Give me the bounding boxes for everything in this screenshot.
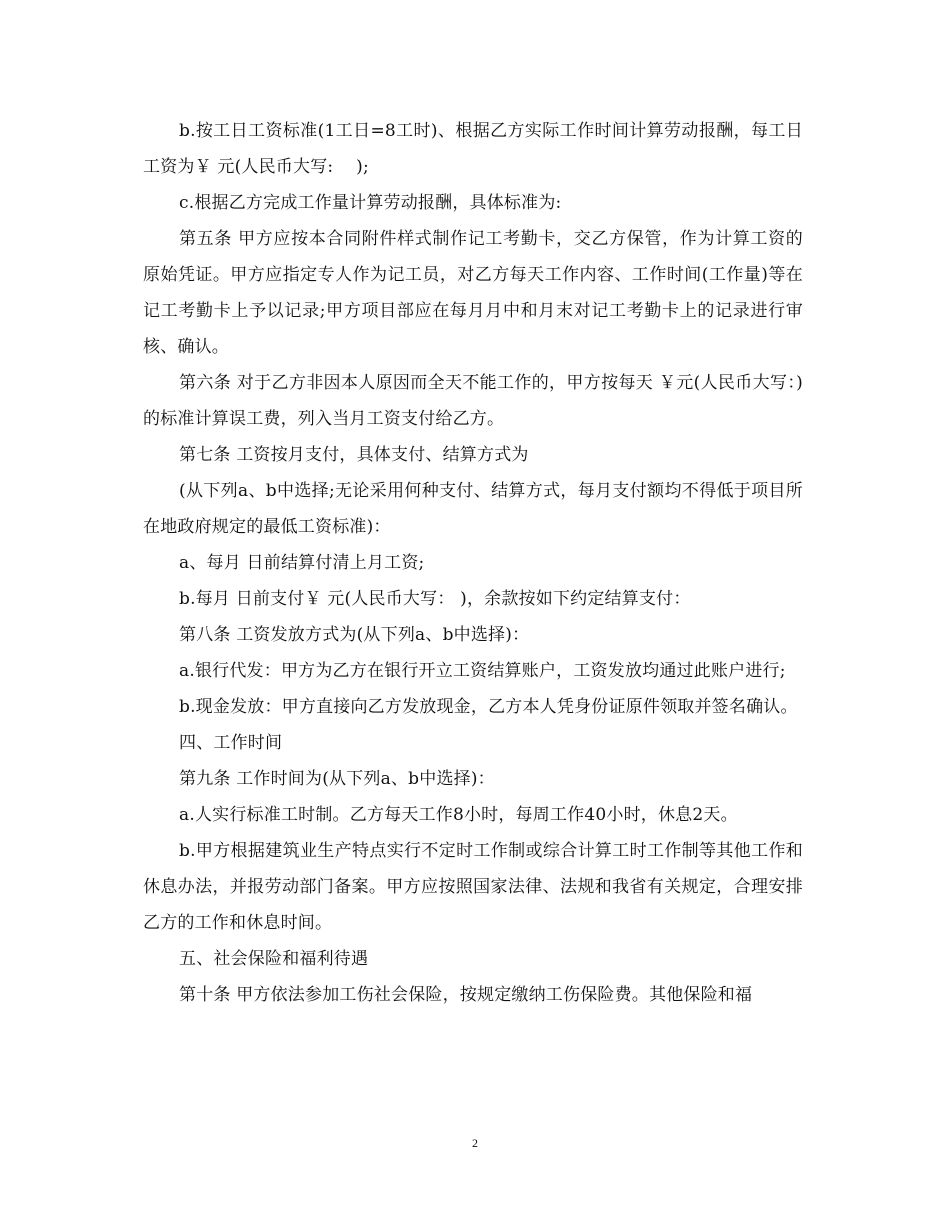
- paragraph: b.按工日工资标准(1工日=8工时)、根据乙方实际工作时间计算劳动报酬，每工日工资为￥ 元(人民币大写: );: [143, 121, 803, 177]
- paragraph: c.根据乙方完成工作量计算劳动报酬，具体标准为:: [179, 193, 562, 213]
- page-number: 2: [472, 1136, 478, 1150]
- paragraph: 第五条 甲方应按本合同附件样式制作记工考勤卡，交乙方保管，作为计算工资的原始凭证。甲方应指定专人作为记工员，对乙方每天工作内容、工作时间(工作量)等在记工考勤卡上予以记录;甲方项目部应在每月月中和月末对记工考勤卡上的记录进行审核、确认。: [143, 229, 803, 357]
- paragraph: b.每月 日前支付￥ 元(人民币大写： )，余款按如下约定结算支付：: [179, 589, 691, 609]
- paragraph: 第七条 工资按月支付，具体支付、结算方式为: [179, 445, 529, 465]
- section-heading: 四、工作时间: [179, 733, 283, 753]
- document-body: [143, 113, 803, 1013]
- paragraph: 第九条 工作时间为(从下列a、b中选择)：: [179, 769, 495, 789]
- paragraph: a.银行代发：甲方为乙方在银行开立工资结算账户，工资发放均通过此账户进行;: [179, 661, 786, 681]
- paragraph: a、每月 日前结算付清上月工资;: [179, 553, 425, 573]
- paragraph: a.人实行标准工时制。乙方每天工作8小时，每周工作40小时，休息2天。: [179, 805, 738, 825]
- paragraph: b.现金发放：甲方直接向乙方发放现金，乙方本人凭身份证原件领取并签名确认。: [179, 697, 798, 717]
- paragraph: b.甲方根据建筑业生产特点实行不定时工作制或综合计算工时工作制等其他工作和休息办法，并报劳动部门备案。甲方应按照国家法律、法规和我省有关规定，合理安排乙方的工作和休息时间。: [143, 841, 803, 933]
- paragraph: 第八条 工资发放方式为(从下列a、b中选择)：: [179, 625, 530, 645]
- paragraph: 第十条 甲方依法参加工伤社会保险，按规定缴纳工伤保险费。其他保险和福: [179, 985, 753, 1005]
- paragraph: (从下列a、b中选择;无论采用何种支付、结算方式，每月支付额均不得低于项目所在地政府规定的最低工资标准)：: [143, 481, 803, 537]
- paragraph: 第六条 对于乙方非因本人原因而全天不能工作的，甲方按每天 ￥元(人民币大写：)的标准计算误工费，列入当月工资支付给乙方。: [143, 373, 803, 429]
- section-heading: 五、社会保险和福利待遇: [179, 949, 369, 969]
